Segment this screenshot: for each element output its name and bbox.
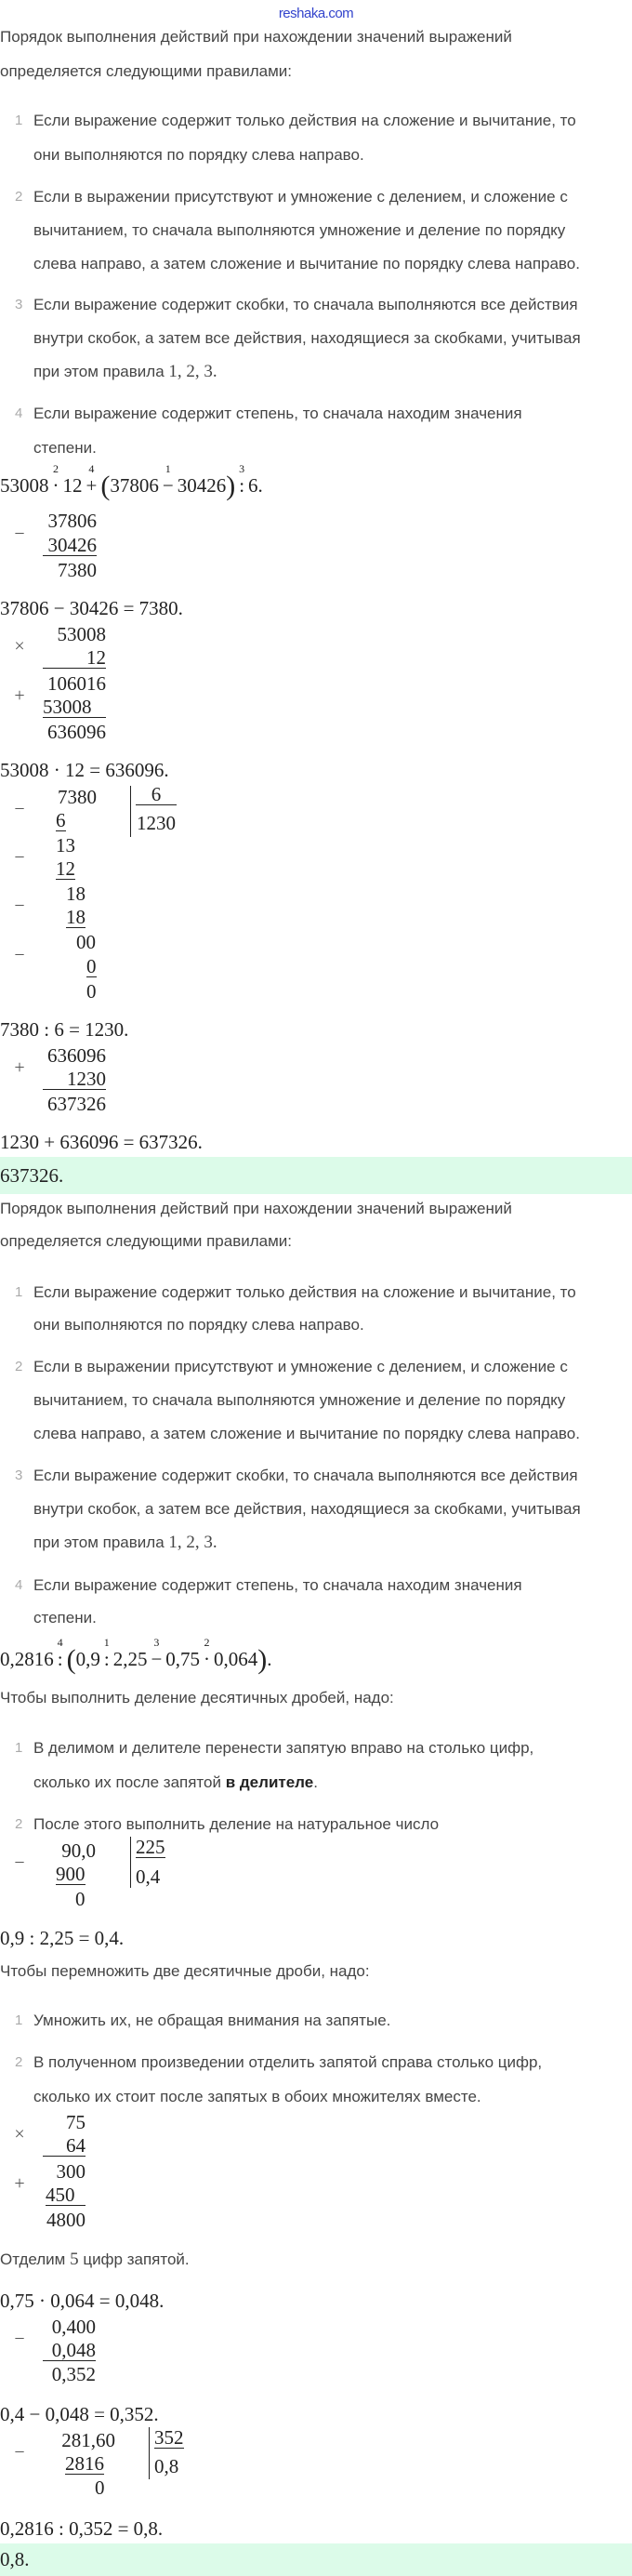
minus-sign: − bbox=[14, 896, 25, 916]
expression bbox=[0, 1636, 272, 1675]
minus-sign: − bbox=[14, 2442, 25, 2463]
operator: − bbox=[151, 1648, 163, 1670]
note bbox=[0, 2250, 190, 2270]
quotient: 1230 bbox=[137, 812, 176, 834]
expr-term: 2,25 bbox=[112, 1648, 148, 1670]
division-bar bbox=[130, 1837, 131, 1888]
order-number: 4 bbox=[57, 1636, 63, 1649]
rule-text bbox=[33, 1533, 217, 1553]
answer-box bbox=[0, 2543, 632, 2576]
rule-end: . bbox=[313, 1773, 318, 1791]
expr-operator bbox=[235, 462, 248, 497]
rule-number: 2 bbox=[15, 1359, 23, 1374]
column-row: 37806 bbox=[47, 510, 97, 532]
order-number: 2 bbox=[53, 462, 59, 475]
rule-number: 3 bbox=[15, 1467, 23, 1483]
operator: + bbox=[86, 474, 98, 497]
minus-sign: − bbox=[14, 945, 25, 965]
division-step: 2816 bbox=[65, 2452, 104, 2475]
site-logo[interactable]: reshaka.com bbox=[278, 6, 354, 21]
result-line: 1230 + 636096 = 637326. bbox=[0, 1131, 203, 1153]
column-row: 75 bbox=[66, 2111, 86, 2133]
rule-number: 2 bbox=[15, 189, 23, 205]
order-number: 3 bbox=[239, 462, 245, 475]
column-row: 636096 bbox=[47, 1044, 106, 1067]
order-number: 3 bbox=[153, 1636, 160, 1649]
rule-text: Умножить их, не обращая внимания на запятые. bbox=[33, 2012, 391, 2029]
result-line: 0,4 − 0,048 = 0,352. bbox=[0, 2403, 159, 2425]
right-paren: ) bbox=[257, 1644, 268, 1675]
order-number: 4 bbox=[88, 462, 95, 475]
plus-sign: + bbox=[14, 1057, 25, 1078]
column-row: 300 bbox=[56, 2160, 86, 2183]
operator: : bbox=[103, 1648, 110, 1670]
operator: · bbox=[204, 1648, 211, 1670]
note-number: 5 bbox=[70, 2250, 79, 2269]
quotient: 0,8 bbox=[154, 2455, 179, 2477]
rule-text: После этого выполнить деление на натуральное число bbox=[33, 1815, 440, 1833]
divisor: 225 bbox=[136, 1836, 165, 1858]
rule-number: 2 bbox=[15, 2054, 23, 2070]
division-bar bbox=[149, 2427, 150, 2479]
rule-text bbox=[33, 1773, 318, 1793]
rule-text: внутри скобок, а затем все действия, находящиеся за скобками, учитывая bbox=[33, 1500, 581, 1518]
times-sign: × bbox=[14, 2124, 25, 2144]
result-line: 0,2816 : 0,352 = 0,8. bbox=[0, 2517, 164, 2540]
division-step: 0 bbox=[86, 955, 97, 977]
rule-text-part: сколько их после запятой bbox=[33, 1773, 221, 1791]
order-number: 1 bbox=[165, 462, 171, 475]
expr-operator bbox=[83, 462, 101, 497]
division-step: 0 bbox=[95, 2476, 105, 2499]
dividend: 7380 bbox=[58, 786, 97, 808]
result-line: 53008 · 12 = 636096. bbox=[0, 759, 169, 781]
division-step: 900 bbox=[56, 1863, 86, 1885]
minus-sign: − bbox=[14, 847, 25, 868]
rule-bold: в делителе bbox=[225, 1773, 314, 1791]
division-step: 00 bbox=[76, 931, 96, 953]
rule-text: слева направо, а затем сложение и вычитание по порядку слева направо. bbox=[33, 255, 580, 272]
rule-text: они выполняются по порядку слева направо. bbox=[33, 1316, 364, 1334]
plus-sign: + bbox=[14, 685, 25, 706]
division-step: 13 bbox=[56, 834, 75, 856]
rule-text: Если выражение содержит только действия на сложение и вычитание, то bbox=[33, 112, 576, 129]
rule-text: Если в выражении присутствуют и умножение с делением, и сложение с bbox=[33, 188, 568, 206]
times-sign: × bbox=[14, 636, 25, 657]
division-step: 12 bbox=[56, 857, 75, 880]
intro-line: Порядок выполнения действий при нахождении значений выражений bbox=[0, 1200, 512, 1217]
dividend: 281,60 bbox=[61, 2429, 115, 2451]
result-line: 37806 − 30426 = 7380. bbox=[0, 597, 183, 619]
intro-line: определяется следующими правилами: bbox=[0, 62, 293, 80]
right-paren: ) bbox=[226, 471, 236, 501]
expr-term: 0,2816 bbox=[0, 1648, 54, 1670]
column-row: 450 bbox=[46, 2184, 86, 2206]
expr-term: 37806 bbox=[110, 474, 159, 497]
rule-number: 1 bbox=[15, 1284, 23, 1300]
column-row: 0,352 bbox=[51, 2363, 96, 2385]
column-row: 636096 bbox=[47, 721, 106, 743]
quotient: 0,4 bbox=[136, 1866, 161, 1888]
rule-number: 2 bbox=[15, 1816, 23, 1832]
order-number: 1 bbox=[103, 1636, 110, 1649]
division-step: 18 bbox=[66, 906, 86, 928]
section-title: Чтобы выполнить деление десятичных дробей, надо: bbox=[0, 1689, 394, 1706]
column-row: 1230 bbox=[43, 1069, 106, 1090]
dividend: 90,0 bbox=[61, 1839, 96, 1862]
column-row: 30426 bbox=[43, 535, 97, 556]
expr-operator bbox=[100, 1636, 113, 1670]
column-row: 7380 bbox=[58, 559, 97, 581]
note-part: Отделим bbox=[0, 2251, 66, 2268]
rule-number: 4 bbox=[15, 405, 23, 421]
division-step: 0 bbox=[75, 1888, 86, 1910]
answer: 0,8. bbox=[0, 2548, 30, 2570]
expr-term: 0,9 bbox=[75, 1648, 100, 1670]
result-line: 7380 : 6 = 1230. bbox=[0, 1018, 129, 1041]
rule-text: В полученном произведении отделить запятой справа столько цифр, bbox=[33, 2053, 543, 2071]
rule-text: Если выражение содержит степень, то сначала находим значения bbox=[33, 1576, 522, 1594]
column-row: 106016 bbox=[47, 672, 106, 695]
rule-text-part: при этом правила bbox=[33, 363, 165, 380]
left-paren: ( bbox=[100, 471, 111, 501]
intro-line: Порядок выполнения действий при нахождении значений выражений bbox=[0, 28, 512, 46]
rule-text: В делимом и делителе перенести запятую вправо на столько цифр, bbox=[33, 1739, 534, 1757]
division-step: 18 bbox=[66, 883, 86, 905]
note-part: цифр запятой. bbox=[83, 2251, 190, 2268]
expr-operator bbox=[147, 1636, 165, 1670]
expr-term: 12 bbox=[62, 474, 83, 497]
divisor: 352 bbox=[154, 2426, 184, 2449]
operator: : bbox=[57, 1648, 63, 1670]
order-number: 2 bbox=[204, 1636, 210, 1649]
minus-sign: − bbox=[14, 524, 25, 544]
rule-number: 1 bbox=[15, 113, 23, 128]
answer: 637326. bbox=[0, 1164, 64, 1187]
division-step: 6 bbox=[56, 809, 66, 831]
left-paren: ( bbox=[66, 1644, 76, 1675]
rule-text: степени. bbox=[33, 1609, 97, 1627]
division-bar bbox=[130, 786, 131, 837]
operator: − bbox=[162, 474, 174, 497]
column-row: 12 bbox=[43, 647, 106, 669]
rule-number: 3 bbox=[15, 297, 23, 312]
rule-text: Если выражение содержит степень, то сначала находим значения bbox=[33, 405, 522, 422]
rule-number: 1 bbox=[15, 1740, 23, 1756]
minus-sign: − bbox=[14, 799, 25, 819]
divisor: 6 bbox=[136, 784, 177, 805]
intro-line: определяется следующими правилами: bbox=[0, 1232, 293, 1250]
expr-term: 0,75 bbox=[165, 1648, 201, 1670]
rule-text: они выполняются по порядку слева направо. bbox=[33, 146, 364, 164]
division-step: 0 bbox=[86, 980, 97, 1003]
column-row: 637326 bbox=[47, 1093, 106, 1115]
rule-text: степени. bbox=[33, 439, 97, 457]
rule-text: Если выражение содержит только действия на сложение и вычитание, то bbox=[33, 1283, 576, 1301]
expr-term: 0,064 bbox=[214, 1648, 258, 1670]
expr-operator bbox=[200, 1636, 214, 1670]
rule-text bbox=[33, 362, 217, 382]
answer-box bbox=[0, 1157, 632, 1194]
expr-term: 30426 bbox=[177, 474, 227, 497]
rule-text: Если выражение содержит скобки, то сначала выполняются все действия bbox=[33, 296, 578, 313]
result-line: 0,9 : 2,25 = 0,4. bbox=[0, 1927, 125, 1949]
column-row: 4800 bbox=[46, 2209, 86, 2231]
column-row: 0,048 bbox=[43, 2340, 96, 2361]
rule-math: 1, 2, 3. bbox=[168, 1533, 217, 1552]
section-title: Чтобы перемножить две десятичные дроби, надо: bbox=[0, 1962, 370, 1980]
rule-text-part: при этом правила bbox=[33, 1534, 165, 1551]
minus-sign: − bbox=[14, 1852, 25, 1873]
expr-end: . bbox=[267, 1648, 272, 1670]
expr-operator bbox=[49, 462, 63, 497]
rule-number: 1 bbox=[15, 2012, 23, 2028]
rule-text: Если выражение содержит скобки, то сначала выполняются все действия bbox=[33, 1467, 578, 1484]
operator: : bbox=[239, 474, 245, 497]
rule-text: сколько их стоит после запятых в обоих множителях вместе. bbox=[33, 2088, 481, 2105]
rule-text: слева направо, а затем сложение и вычитание по порядку слева направо. bbox=[33, 1425, 580, 1442]
plus-sign: + bbox=[14, 2173, 25, 2194]
operator: · bbox=[52, 474, 59, 497]
expr-term: 53008 bbox=[0, 474, 49, 497]
rule-text: Если в выражении присутствуют и умножение с делением, и сложение с bbox=[33, 1358, 568, 1375]
rule-text: внутри скобок, а затем все действия, находящиеся за скобками, учитывая bbox=[33, 329, 581, 347]
rule-math: 1, 2, 3. bbox=[168, 362, 217, 381]
rule-text: вычитанием, то сначала выполняются умножение и деление по порядку bbox=[33, 1391, 566, 1409]
minus-sign: − bbox=[14, 2329, 25, 2349]
rule-text: вычитанием, то сначала выполняются умножение и деление по порядку bbox=[33, 221, 566, 239]
expression bbox=[0, 462, 263, 501]
expr-operator bbox=[54, 1636, 67, 1670]
column-row: 64 bbox=[43, 2135, 86, 2157]
result-line: 0,75 · 0,064 = 0,048. bbox=[0, 2290, 165, 2312]
expr-operator bbox=[159, 462, 178, 497]
column-row: 0,400 bbox=[51, 2316, 96, 2338]
column-row: 53008 bbox=[43, 697, 106, 718]
column-row: 53008 bbox=[57, 623, 106, 645]
rule-number: 4 bbox=[15, 1577, 23, 1593]
expr-term: 6. bbox=[248, 474, 263, 497]
